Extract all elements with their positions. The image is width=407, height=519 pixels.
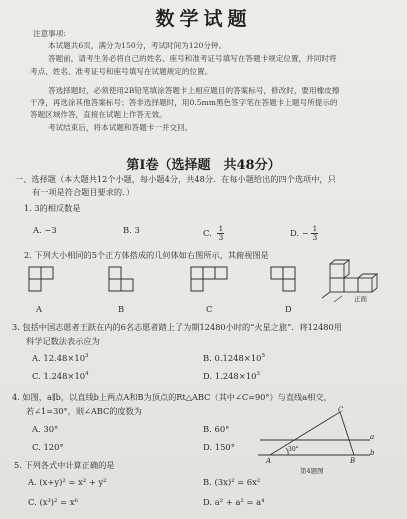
section-title: 第Ⅰ卷（选择题 共48分）: [126, 158, 281, 173]
q2-front-label: 正面: [354, 295, 367, 303]
q4-option-b: B. 60°: [203, 424, 230, 434]
q1-option-a: A. −3: [33, 225, 57, 235]
q4-option-c: C. 120°: [32, 442, 64, 452]
q5-stem: 5. 下列各式中计算正确的是: [14, 460, 115, 470]
q2-option-a-figure: [28, 266, 68, 296]
exam-title: 数学试题: [155, 8, 252, 30]
q5-option-c: C. (x³)² = x⁶: [28, 497, 78, 507]
q2-label-a: A: [36, 304, 43, 314]
q4-stem: 若∠1=30°，则∠ABC的度数为: [26, 406, 142, 416]
q1-option-d: D. − $\frac{1}{3}$: [290, 224, 318, 242]
q5-option-b: B. (3x)² = 6x²: [203, 477, 261, 487]
q3-option-a: A. $12.48\times 10^3$: [32, 353, 89, 363]
q4-option-a: A. 30°: [32, 424, 59, 434]
q5-option-a: A. (x+y)² = x² + y²: [28, 477, 107, 487]
q2-option-d-figure: [270, 266, 310, 296]
q2-option-b-figure: [108, 266, 148, 296]
q4-stem: 4. 如图，a∥b，以直线b上两点A和B为顶点的Rt△ABC（其中∠C=90°）与直线a相交，: [12, 392, 332, 402]
q2-option-c-figure: [190, 266, 230, 296]
q2-label-b: B: [118, 304, 125, 314]
part1-line: 一、选择题（本大题共12个小题，每小题4分，共48分．在每小题给出的四个选项中，只: [15, 174, 336, 184]
q3-option-d: D. $1.248\times 10^3$: [203, 371, 260, 381]
notice-line: 本试题共6页，满分为150分，考试时间为120分钟。: [48, 41, 227, 50]
q5-option-d: D. a² + a² = a⁴: [203, 497, 265, 507]
q4-angle-label: 30°: [288, 446, 299, 453]
notice-line: 答题前，请考生务必将自己的姓名、座号和准考证号填写在答题卡规定位置，并同时将: [48, 54, 337, 63]
notice-line: 答选择题时，必须使用2B铅笔填涂答题卡上相应题目的答案标号，修改时，要用橡皮擦: [48, 86, 340, 95]
part1-line: 有一项是符合题目要求的．）: [32, 187, 135, 197]
q4-label-line-b: b: [370, 449, 375, 457]
notice-line: 干净，再选涂其他答案标号；答非选择题时，用0.5mm黑色签字笔在答题卡上题号所提示的: [30, 98, 338, 107]
notice-line: 答题区域作答，直接在试题上作答无效。: [30, 110, 167, 119]
q4-label-line-a: a: [370, 433, 375, 441]
q1-stem: 1. 3的相反数是: [24, 203, 81, 213]
q1-option-c: C. $\frac{1}{3}$: [203, 224, 224, 242]
q4-label-c: C: [338, 406, 344, 414]
q2-stem: 2. 下列大小相同的5个正方体搭成的几何体如右图所示，其俯视图是: [24, 250, 269, 260]
q3-option-b: B. $0.1248\times 10^5$: [203, 353, 265, 363]
notice-line: 考点、姓名、准考证号和座号填写在试题规定的位置。: [30, 67, 213, 76]
q3-option-c: C. $1.248\times 10^4$: [32, 371, 89, 381]
q2-label-c: C: [206, 304, 213, 314]
q3-stem: 科学记数法表示应为: [26, 336, 100, 346]
q1-option-b: B. 3: [123, 225, 140, 235]
q4-figure-caption: 第4题图: [300, 467, 324, 475]
q2-label-d: D: [285, 304, 292, 314]
q4-label-b: B: [350, 457, 356, 465]
notice-heading: 注意事项:: [33, 29, 66, 38]
q4-option-d: D. 150°: [203, 442, 235, 452]
q3-stem: 3. 包括中国志愿者王跃在内的6名志愿者踏上了为期12480小时的“火星之旅”．将12480用: [12, 322, 342, 332]
q4-label-a: A: [266, 457, 272, 465]
notice-line: 考试结束后，将本试题和答题卡一并交回。: [48, 123, 193, 132]
